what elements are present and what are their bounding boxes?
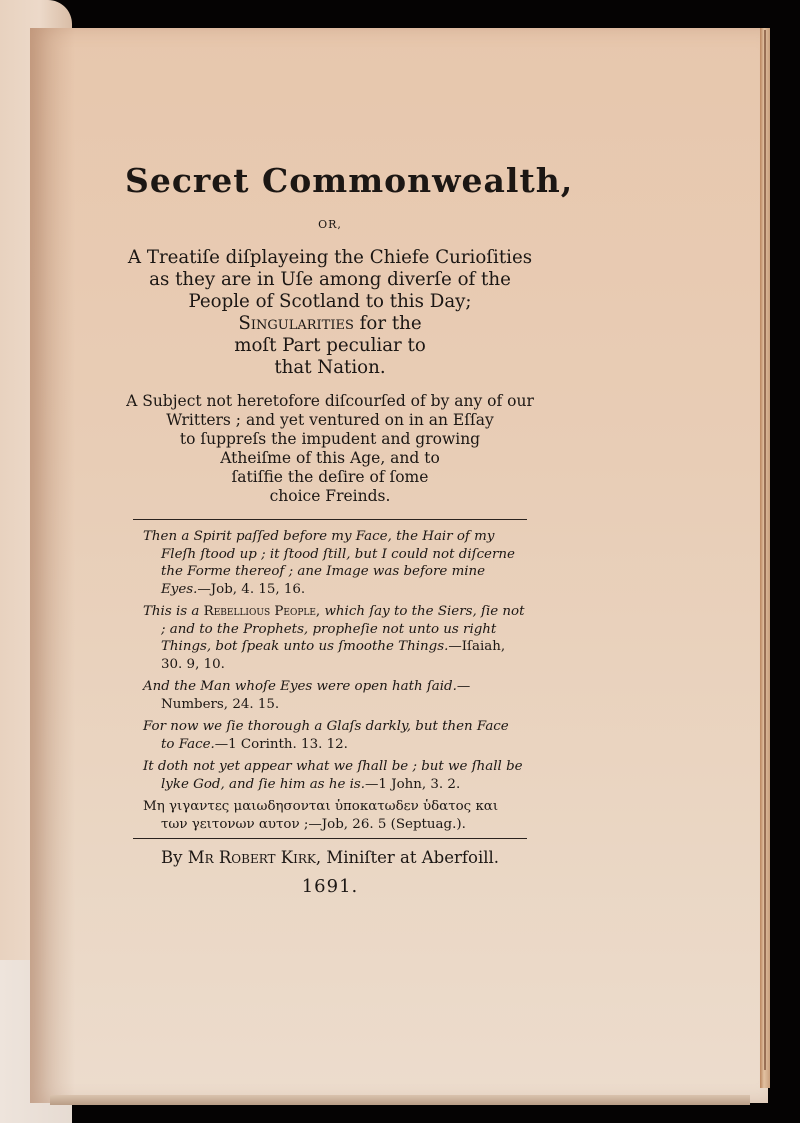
verse-text: which ſay to the Siers, ſie not ; and to the Prophets, propheſie not unto us right Things, bot ſpeak unto us ſmoothe Things. <box>161 604 525 654</box>
author-name: Mr Robert Kirk, <box>187 848 322 867</box>
singularities-word: Singularities <box>238 313 354 334</box>
subject-description <box>125 392 535 506</box>
treatise-line: moſt Part peculiar to <box>234 335 426 356</box>
author-title: Miniſter at Aberfoill. <box>326 848 500 867</box>
treatise-line-rest: for the <box>359 313 422 334</box>
epigraph-verses <box>125 528 535 833</box>
author-byline <box>125 847 535 869</box>
verse-text: And the Man whoſe Eyes were open hath ſaid. <box>143 679 457 694</box>
title-page-content <box>125 160 574 899</box>
verse-text: Then a Spirit paſſed before my Face, the Hair of my Fleſh ſtood up ; it ſtood ſtill, but I could not diſcerne the Forme thereof ; ane Image was before mine Eyes. <box>143 529 515 597</box>
subject-line: to ſuppreſs the impudent and growing <box>179 430 481 448</box>
verse-reference: —1 John, 3. 2. <box>365 776 461 792</box>
byline-by: By <box>160 848 183 867</box>
top-divider <box>133 519 527 520</box>
subject-line: Writters ; and yet ventured on in an Eſſay <box>166 411 494 429</box>
verse-reference: —1 Corinth. 13. 12. <box>214 736 348 752</box>
verse-text: For now we ſie thorough a Glaſs darkly, but then Face to Face. <box>143 719 509 752</box>
verse-caps: Rebellious People, <box>203 604 321 619</box>
treatise-description <box>125 247 535 379</box>
page-title: Secret Commonwealth, <box>125 161 574 200</box>
verse-isaiah-30 <box>143 603 535 673</box>
bottom-divider <box>133 838 527 839</box>
subject-line: A Subject not heretofore diſcourſed of by any of our <box>126 392 534 410</box>
subject-line: Atheiſme of this Age, and to <box>220 449 440 467</box>
verse-reference: —Iſaiah, 30. 9, 10. <box>161 639 506 672</box>
page-right-edge-line <box>764 30 766 1070</box>
verse-job-26-greek <box>143 798 535 833</box>
verse-text: It doth not yet appear what we ſhall be ; but we ſhall be lyke God, and ſie him as he is. <box>143 759 523 792</box>
verse-reference: —Numbers, 24. 15. <box>161 679 471 712</box>
treatise-line <box>125 313 535 335</box>
verse-reference: —Job, 26. 5 (Septuag.). <box>308 816 466 832</box>
or-conjunction: OR, <box>318 218 342 231</box>
verse-john-3 <box>143 758 535 793</box>
verse-text-pre: This is a <box>143 604 200 619</box>
subject-line: ſatiſfie the deſire of ſome <box>231 468 429 486</box>
publication-year: 1691. <box>301 876 359 897</box>
verse-numbers-24 <box>143 678 535 713</box>
page-bottom-edge <box>50 1095 750 1105</box>
treatise-line: as they are in Uſe among diverſe of the <box>149 269 511 290</box>
verse-corinthians-13 <box>143 718 535 753</box>
verse-reference: —Job, 4. 15, 16. <box>197 581 306 597</box>
page-gutter-shadow <box>30 28 75 1103</box>
treatise-line: People of Scotland to this Day; <box>188 291 472 312</box>
treatise-line: A Treatiſe diſplayeing the Chiefe Curioſities <box>127 247 533 268</box>
verse-text-greek: Μη γιγαντες μαιωδησονται ὑποκατωδεν ὑδατος και των γειτονων αυτον ; <box>143 799 499 832</box>
verse-job-4 <box>143 528 535 598</box>
subject-line: choice Freinds. <box>269 487 391 505</box>
treatise-line: that Nation. <box>274 357 386 378</box>
